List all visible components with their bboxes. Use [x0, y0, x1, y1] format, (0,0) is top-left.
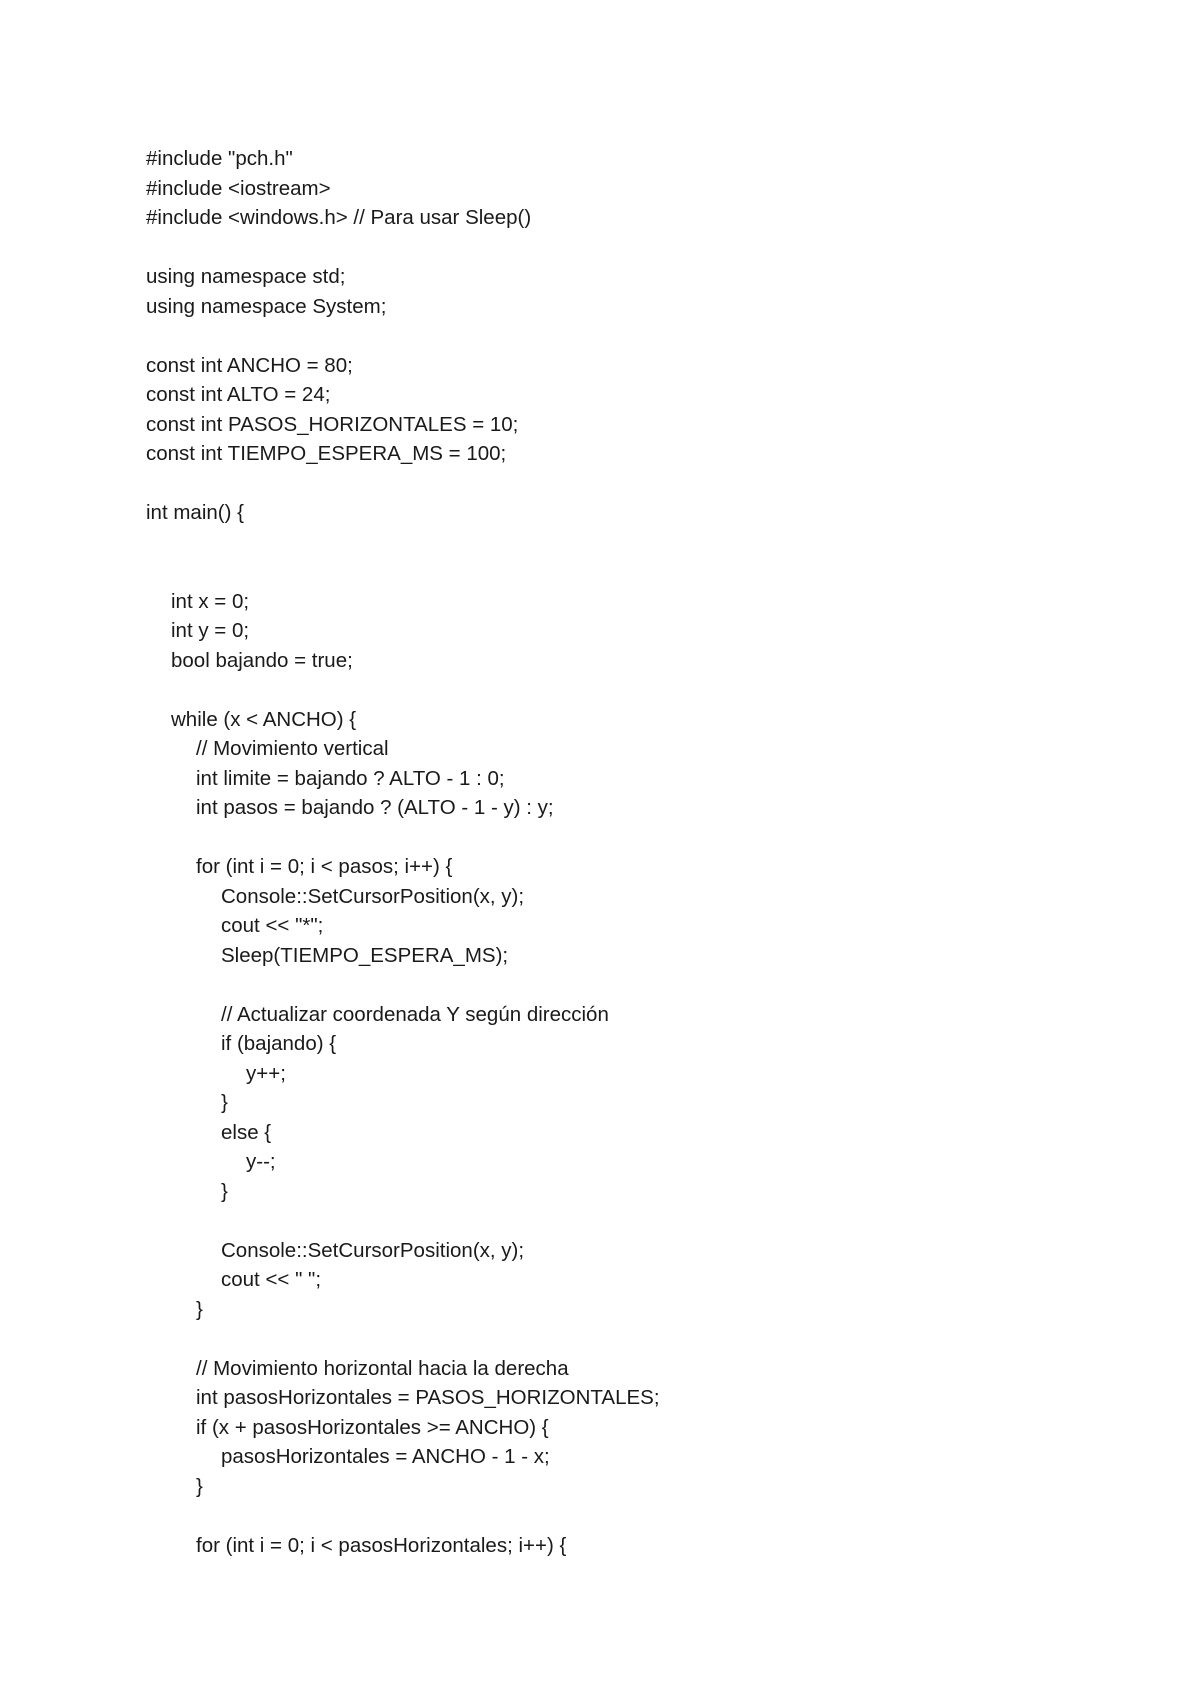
code-line: int main() {: [146, 501, 244, 524]
code-line: cout << " ";: [221, 1268, 322, 1291]
code-line: int x = 0;: [171, 589, 250, 613]
code-line: #include "pch.h": [146, 147, 293, 170]
blank-line: [146, 321, 660, 351]
code-line: y--;: [246, 1150, 276, 1173]
code-line: cout << "*";: [221, 914, 324, 937]
blank-line: [146, 469, 660, 499]
blank-line: [146, 233, 660, 263]
code-line: // Movimiento vertical: [196, 737, 389, 760]
code-line: for (int i = 0; i < pasosHorizontales; i++) {: [196, 1533, 567, 1557]
code-line: const int ANCHO = 80;: [146, 353, 353, 377]
code-line: if (x + pasosHorizontales >= ANCHO) {: [196, 1415, 549, 1439]
code-line: pasosHorizontales = ANCHO - 1 - x;: [221, 1445, 550, 1468]
code-line: int y = 0;: [171, 619, 250, 642]
code-line: Console::SetCursorPosition(x, y);: [221, 884, 525, 908]
blank-line: [146, 528, 660, 587]
code-line: int pasos = bajando ? (ALTO - 1 - y) : y;: [196, 796, 554, 819]
code-line: }: [196, 1297, 203, 1321]
code-line: bool bajando = true;: [171, 648, 353, 672]
code-line: if (bajando) {: [221, 1032, 337, 1055]
blank-line: [146, 1324, 660, 1354]
code-line: const int TIEMPO_ESPERA_MS = 100;: [146, 442, 507, 465]
code-line: else {: [221, 1120, 272, 1144]
code-line: // Movimiento horizontal hacia la derecha: [196, 1356, 569, 1380]
code-line: for (int i = 0; i < pasos; i++) {: [196, 855, 453, 878]
code-line: y++;: [246, 1061, 286, 1085]
code-line: const int ALTO = 24;: [146, 383, 331, 406]
code-line: #include <iostream>: [146, 176, 331, 200]
blank-line: [146, 823, 660, 853]
code-line: while (x < ANCHO) {: [171, 707, 357, 731]
code-line: const int PASOS_HORIZONTALES = 10;: [146, 412, 519, 436]
blank-line: [146, 970, 660, 1000]
code-line: }: [221, 1179, 228, 1203]
code-line: using namespace System;: [146, 294, 387, 318]
code-line: using namespace std;: [146, 265, 346, 288]
code-line: int pasosHorizontales = PASOS_HORIZONTALES;: [196, 1386, 660, 1409]
code-line: // Actualizar coordenada Y según dirección: [221, 1002, 609, 1026]
code-block: [146, 144, 660, 1560]
code-line: }: [196, 1474, 203, 1498]
code-line: #include <windows.h> // Para usar Sleep(): [146, 206, 532, 229]
code-line: int limite = bajando ? ALTO - 1 : 0;: [196, 766, 505, 790]
blank-line: [146, 1501, 660, 1531]
blank-line: [146, 675, 660, 705]
blank-line: [146, 1206, 660, 1236]
code-line: }: [221, 1091, 228, 1114]
code-line: Console::SetCursorPosition(x, y);: [221, 1238, 525, 1262]
code-line: Sleep(TIEMPO_ESPERA_MS);: [221, 943, 509, 967]
